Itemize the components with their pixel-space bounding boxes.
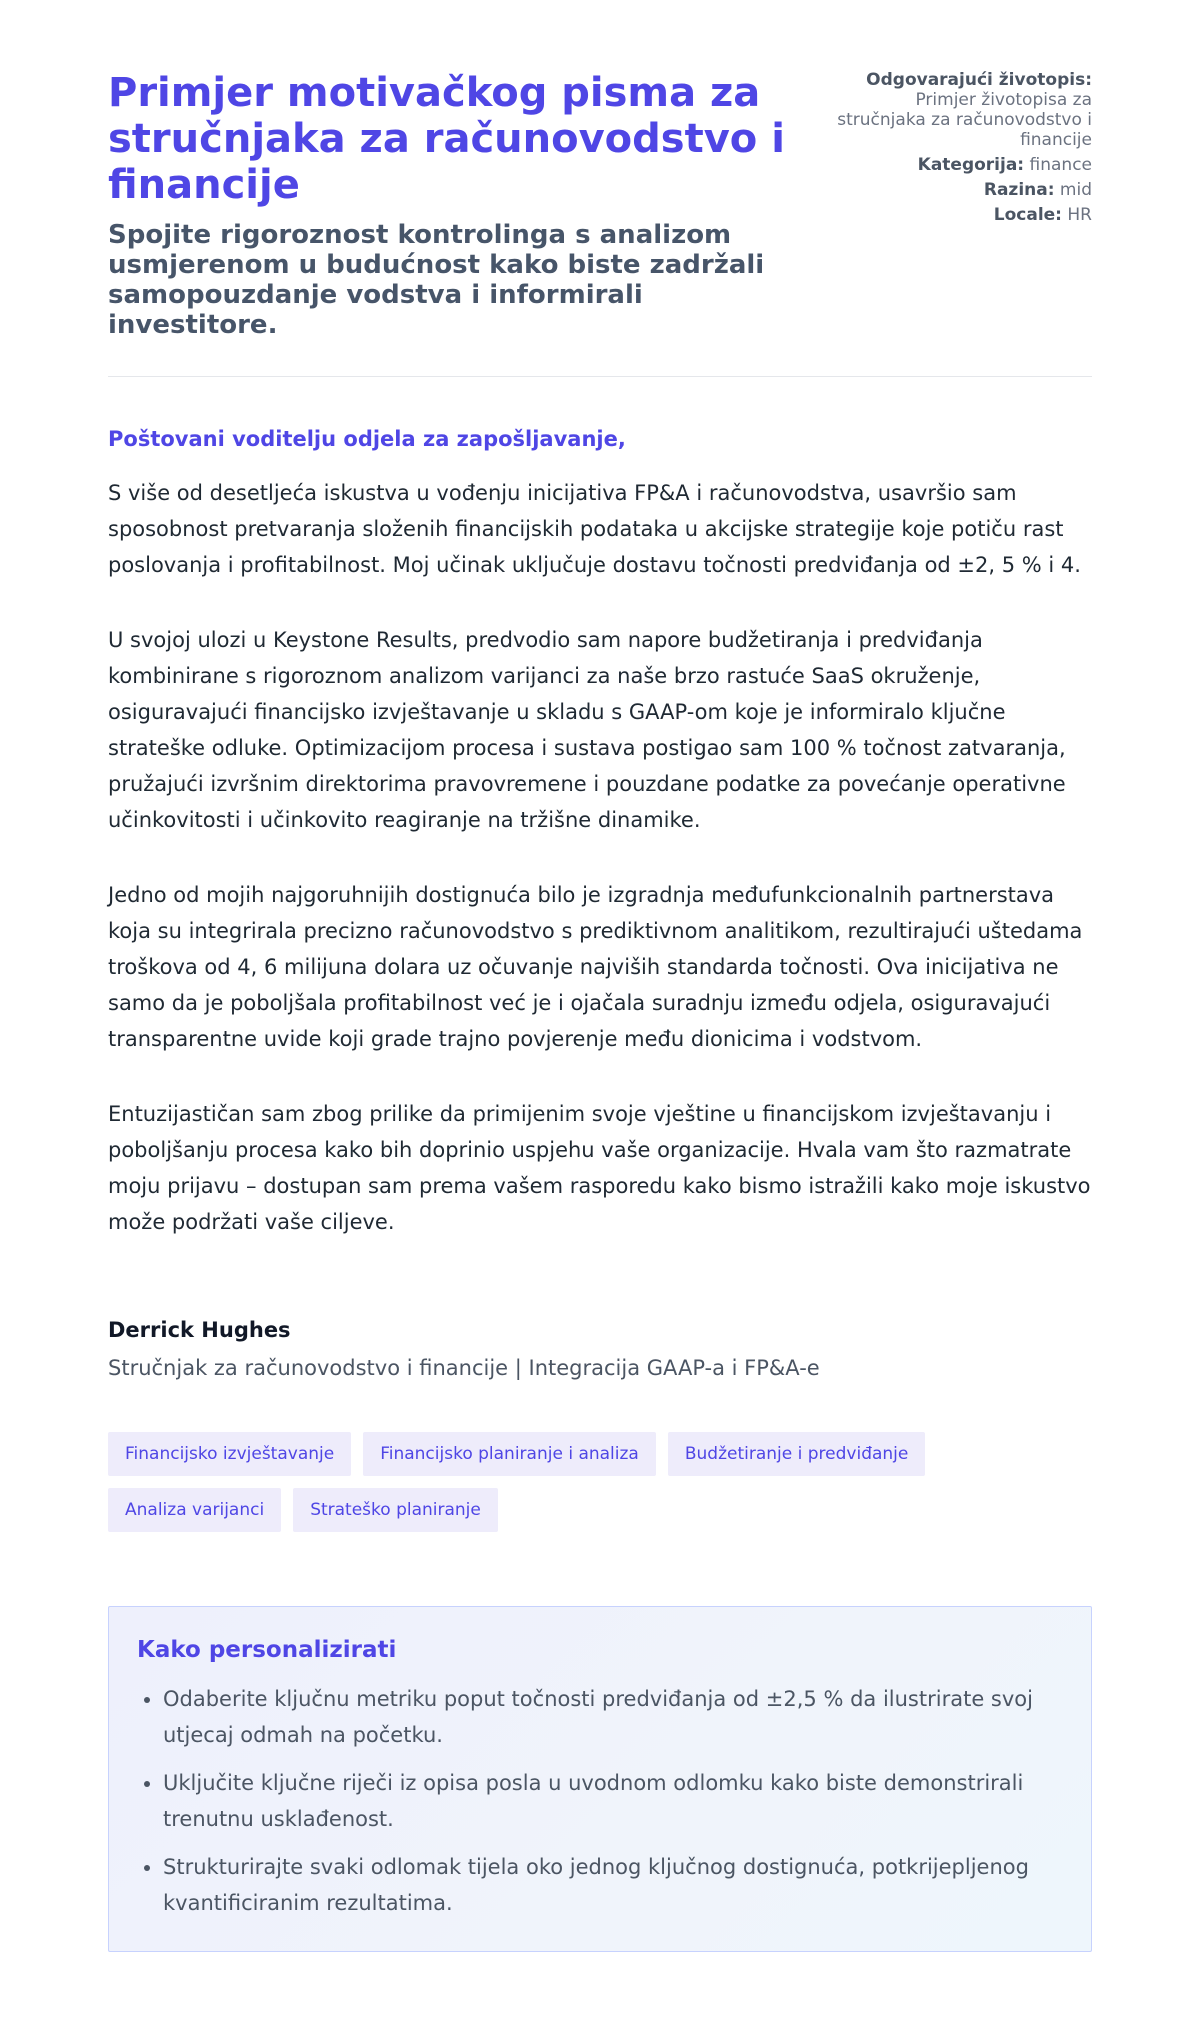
page-header xyxy=(108,70,1092,340)
meta-level-label: Razina: xyxy=(983,180,1055,200)
meta-level xyxy=(830,180,1092,200)
skill-tag: Strateško planiranje xyxy=(293,1488,498,1532)
header-titles xyxy=(108,70,788,340)
meta-locale xyxy=(830,205,1092,225)
header-divider xyxy=(108,376,1092,377)
skill-tag: Financijsko izvještavanje xyxy=(108,1432,351,1476)
meta-category-value: finance xyxy=(1029,155,1092,175)
signature-role: Stručnjak za računovodstvo i financije | Integracija GAAP-a i FP&A-e xyxy=(108,1356,820,1380)
meta-panel xyxy=(830,70,1092,230)
meta-locale-value: HR xyxy=(1067,205,1092,225)
skill-tags xyxy=(108,1432,1092,1532)
skill-tag: Budžetiranje i predviđanje xyxy=(668,1432,926,1476)
tips-list-item: • Uključite ključne riječi iz opisa posla u uvodnom odlomku kako biste demonstrirali trenutnu usklađenost. xyxy=(163,1765,1063,1837)
personalization-tips-box xyxy=(108,1606,1092,1952)
signature-name: Derrick Hughes xyxy=(108,1318,291,1342)
page-title: Primjer motivačkog pisma za stručnjaka za računovodstvo i financije xyxy=(108,70,785,208)
meta-resume xyxy=(830,70,1092,150)
skill-tag: Analiza varijanci xyxy=(108,1488,281,1532)
tips-heading: Kako personalizirati xyxy=(137,1637,397,1663)
letter-salutation: Poštovani voditelju odjela za zapošljavanje, xyxy=(108,427,626,451)
meta-resume-label: Odgovarajući životopis: xyxy=(866,70,1092,90)
letter-paragraph: U svojoj ulozi u Keystone Results, predvodio sam napore budžetiranja i predviđanja kombinirane s rigoroznom analizom varijanci za naše brzo rastuće SaaS okruženje, osiguravajući financijsko izvještavanje u skladu s GAAP-om koje je informiralo ključne strateške odluke. Optimizacijom procesa i sustava postigao sam 100 % točnost zatvaranja, pružajući izvršnim direktorima pravovremene i pouzdane podatke za povećanje operativne učinkovitosti i učinkovito reagiranje na tržišne dinamike. xyxy=(108,628,1066,832)
tips-list xyxy=(137,1681,1063,1921)
meta-resume-value: Primjer životopisa za stručnjaka za računovodstvo i financije xyxy=(837,90,1092,150)
letter-paragraph: Jedno od mojih najgoruhnijih dostignuća bilo je izgradnja međufunkcionalnih partnerstava koja su integrirala precizno računovodstvo s prediktivnom analitikom, rezultirajući uštedama troškova od 4, 6 milijuna dolara uz očuvanje najviših standarda točnosti. Ova inicijativa ne samo da je poboljšala profitabilnost već je i ojačala suradnju između odjela, osiguravajući transparentne uvide koji grade trajno povjerenje među dionicima i vodstvom. xyxy=(108,883,1083,1051)
tips-list-item: • Odaberite ključnu metriku poput točnosti predviđanja od ±2,5 % da ilustrirate svoj utjecaj odmah na početku. xyxy=(163,1681,1063,1753)
page-subtitle: Spojite rigoroznost kontrolinga s analizom usmjerenom u budućnost kako biste zadržali samopouzdanje vodstva i informirali investitore. xyxy=(108,220,765,340)
meta-locale-label: Locale: xyxy=(993,205,1062,225)
meta-level-value: mid xyxy=(1059,180,1092,200)
meta-category-label: Kategorija: xyxy=(917,155,1025,175)
meta-category xyxy=(830,155,1092,175)
letter-paragraph: Entuzijastičan sam zbog prilike da primijenim svoje vještine u financijskom izvještavanju i poboljšanju procesa kako bih doprinio uspjehu vaše organizacije. Hvala vam što razmatrate moju prijavu – dostupan sam prema vašem rasporedu kako bismo istražili kako moje iskustvo može podržati vaše ciljeve. xyxy=(108,1102,1091,1234)
tips-list-item: • Strukturirajte svaki odlomak tijela oko jednog ključnog dostignuća, potkrijepljenog kvantificiranim rezultatima. xyxy=(163,1849,1063,1921)
letter-paragraph: S više od desetljeća iskustva u vođenju inicijativa FP&A i računovodstva, usavršio sam sposobnost pretvaranja složenih financijskih podataka u akcijske strategije koje potiču rast poslovanja i profitabilnost. Moj učinak uključuje dostavu točnosti predviđanja od ±2, 5 % i 4. xyxy=(108,481,1081,577)
skill-tag: Financijsko planiranje i analiza xyxy=(363,1432,656,1476)
